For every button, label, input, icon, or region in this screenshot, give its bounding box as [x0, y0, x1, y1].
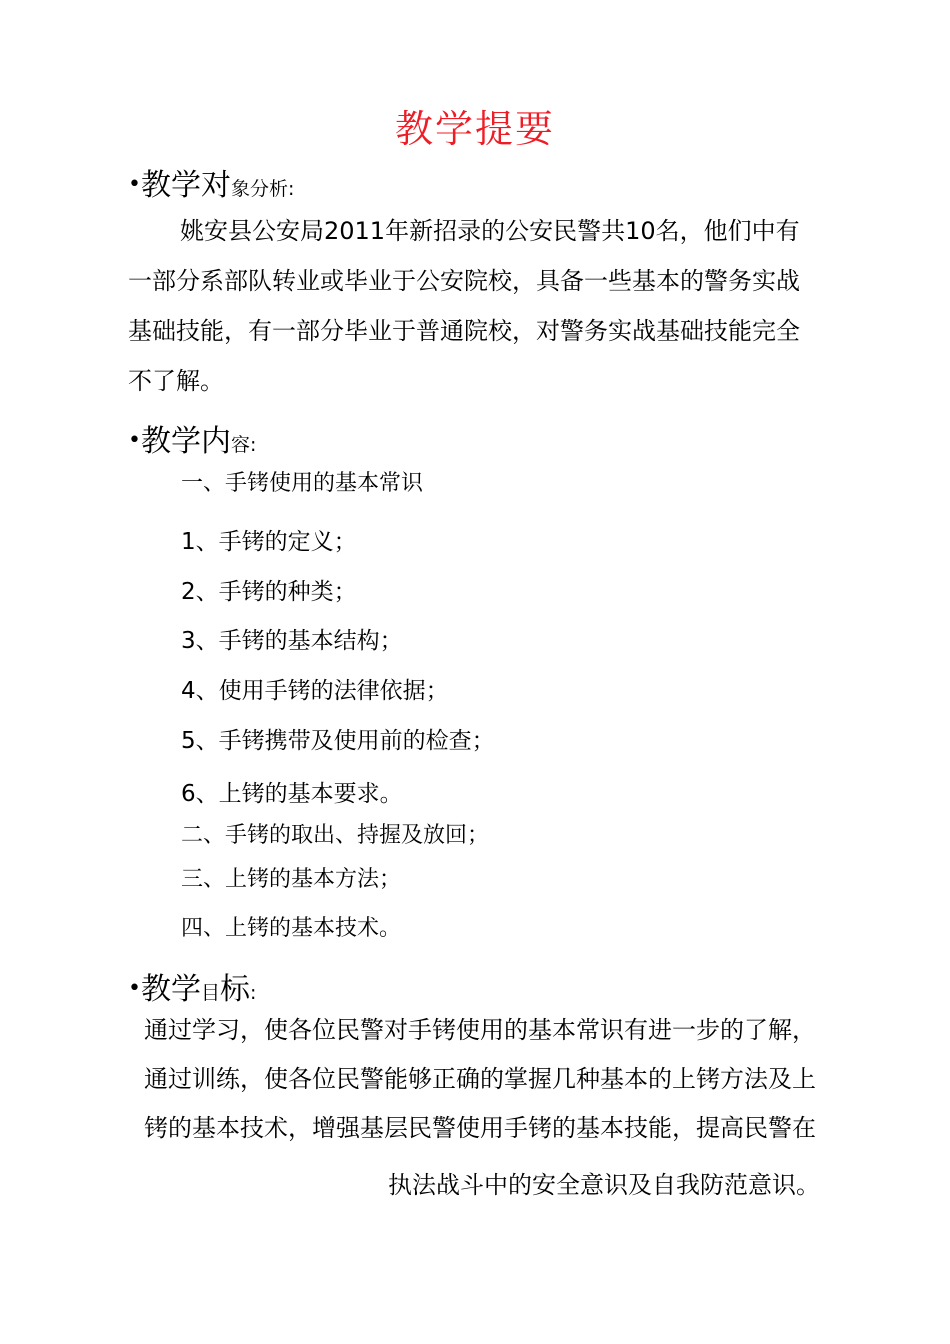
goal-line-4: 执法战斗中的安全意识及自我防范意识。	[388, 1171, 820, 1199]
goal-heading-sub: 目	[200, 982, 220, 1004]
content-heading-sub: 容:	[230, 434, 257, 456]
content-item: 5、手铐携带及使用前的检查；	[181, 728, 495, 754]
goal-heading	[128, 964, 256, 1008]
analysis-paragraph	[128, 206, 828, 406]
content-item: 3、手铐的基本结构；	[181, 628, 403, 654]
goal-heading-main: 教学	[140, 972, 201, 1007]
bullet: •	[128, 976, 141, 1001]
goal-heading-end: 标	[220, 972, 250, 1007]
content-item: 4、使用手铐的法律依据；	[181, 678, 449, 704]
content-item: 四、上铐的基本技术。	[181, 916, 402, 941]
goal-line-2: 通过训练，使各位民警能够正确的掌握几种基本的上铐方法及上	[144, 1065, 816, 1093]
analysis-line-1: 姚安县公安局2011年新招录的公安民警共10名，他们中有	[180, 217, 800, 245]
goal-line-3: 铐的基本技术，增强基层民警使用手铐的基本技能，提高民警在	[144, 1114, 816, 1142]
analysis-heading-main: 教学对	[140, 168, 231, 203]
content-item: 2、手铐的种类；	[181, 579, 357, 605]
analysis-heading	[128, 160, 294, 204]
bullet: •	[128, 172, 141, 197]
content-heading	[128, 416, 256, 460]
content-heading-main: 教学内	[140, 424, 231, 459]
content-item: 二、手铐的取出、持握及放回；	[181, 823, 490, 848]
content-item: 6、上铐的基本要求。	[181, 781, 403, 807]
content-item: 三、上铐的基本方法；	[181, 867, 402, 892]
bullet: •	[128, 428, 141, 453]
analysis-line-4: 不了解。	[128, 367, 224, 395]
content-item: 1、手铐的定义；	[181, 529, 357, 555]
goal-line-1: 通过学习，使各位民警对手铐使用的基本常识有进一步的了解，	[144, 1016, 816, 1044]
analysis-line-2: 一部分系部队转业或毕业于公安院校，具备一些基本的警务实战	[128, 267, 800, 295]
analysis-heading-sub: 象分析:	[230, 178, 295, 200]
document-title: 教学提要	[394, 107, 555, 151]
analysis-line-3: 基础技能，有一部分毕业于普通院校，对警务实战基础技能完全	[128, 317, 800, 345]
goal-paragraph	[144, 1006, 834, 1153]
content-item: 一、手铐使用的基本常识	[181, 471, 424, 496]
goal-heading-colon: :	[250, 982, 257, 1004]
